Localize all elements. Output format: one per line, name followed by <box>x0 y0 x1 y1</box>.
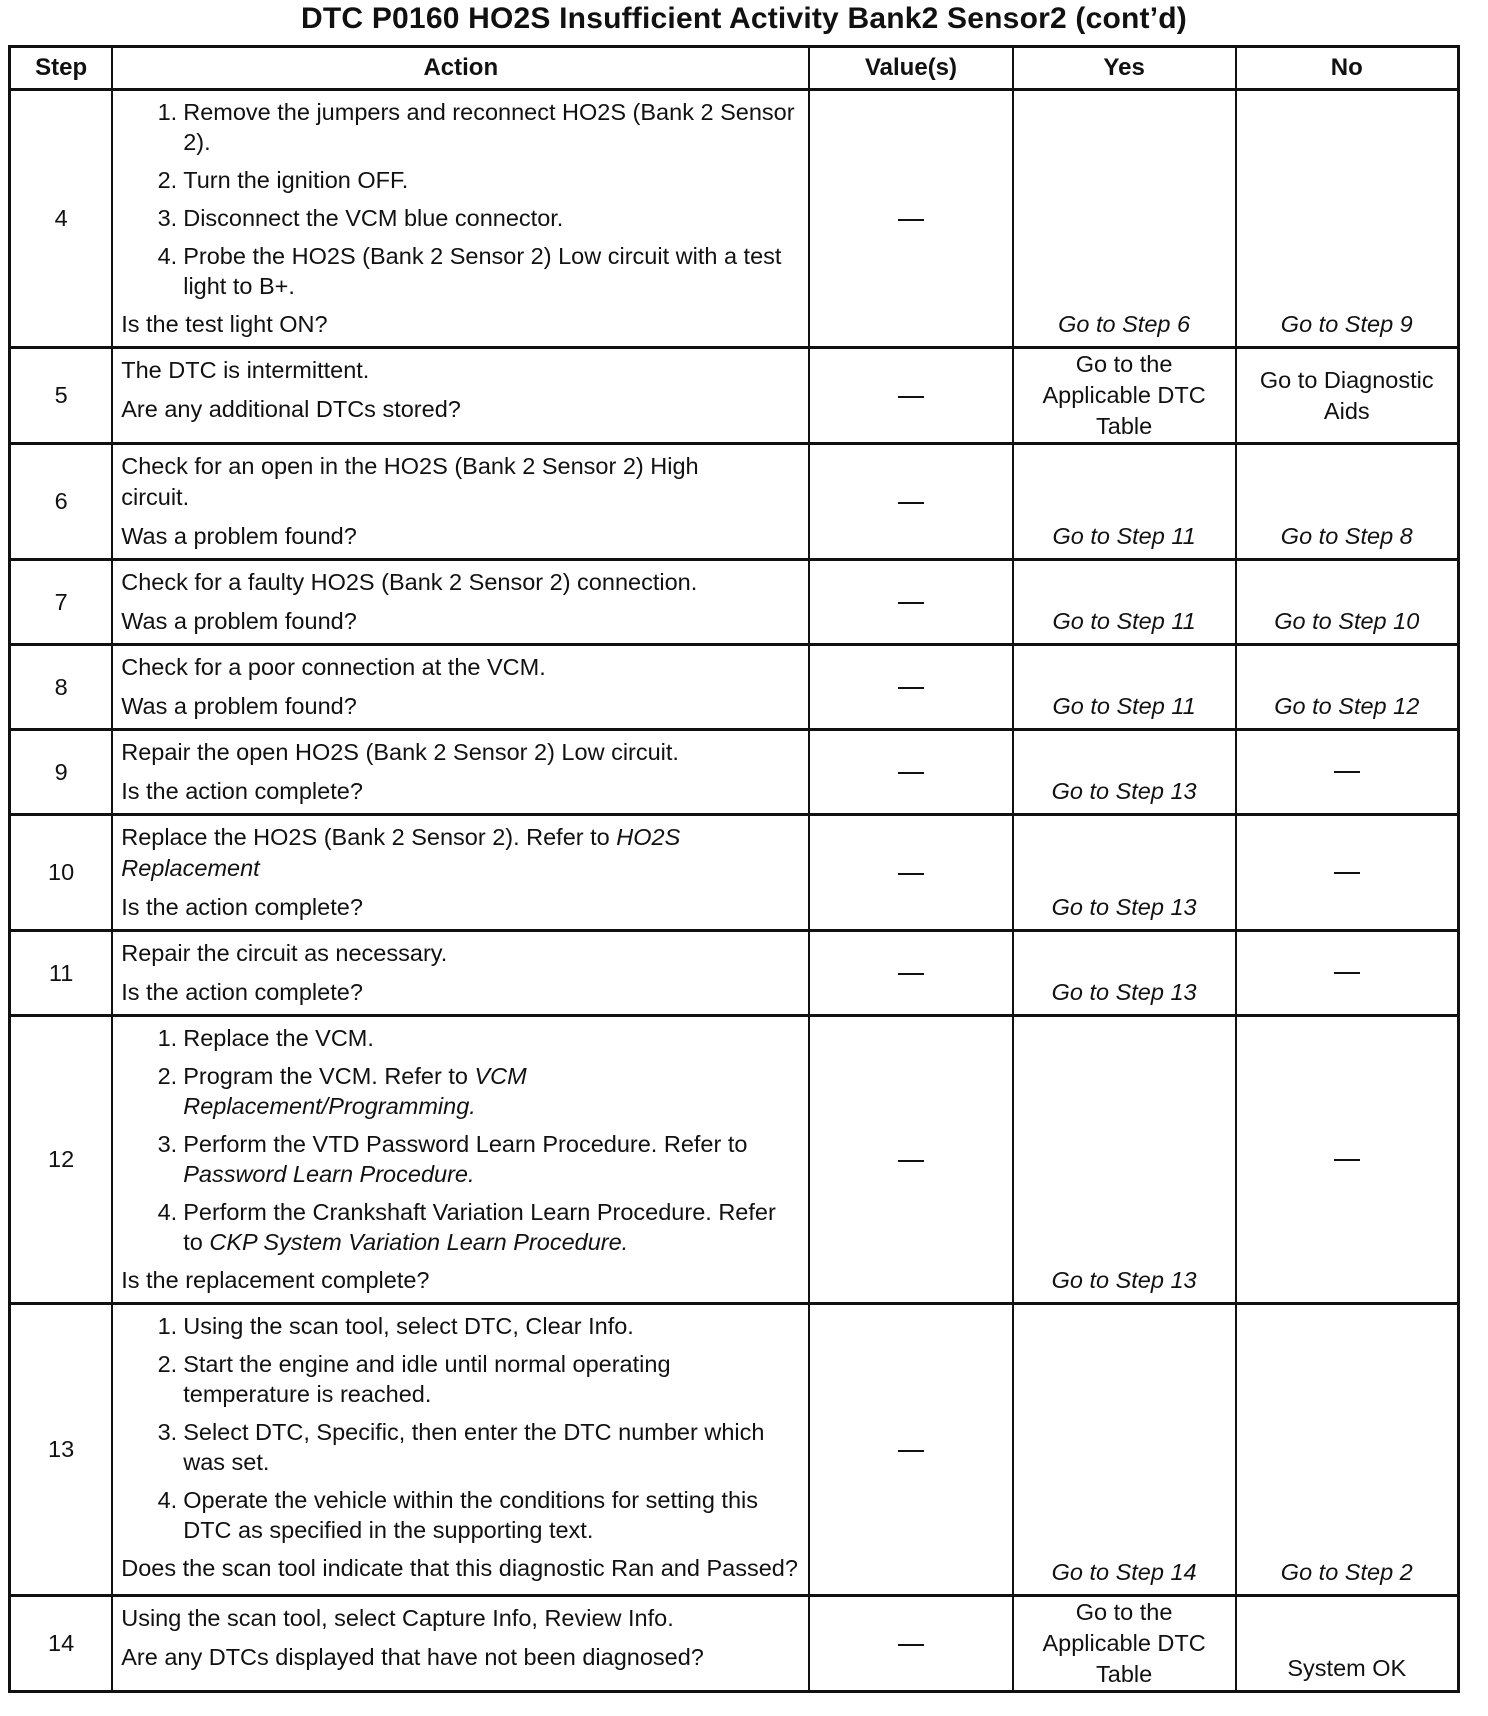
yes-cell: Go to the Applicable DTC Table <box>1013 1596 1236 1692</box>
value-cell <box>809 730 1012 815</box>
header-values: Value(s) <box>809 47 1012 90</box>
action-item: 4. Perform the Crankshaft Variation Learn Procedure. Refer to CKP System Variation Learn Procedure. <box>157 1199 776 1255</box>
dash-mark <box>898 1644 924 1646</box>
action-question: Are any DTCs displayed that have not been diagnosed? <box>121 1644 704 1670</box>
action-line: Using the scan tool, select Capture Info, Review Info. <box>121 1605 674 1631</box>
step-number: 8 <box>10 645 113 730</box>
dash-mark <box>898 873 924 875</box>
table-row <box>10 1016 1459 1304</box>
action-question: Is the action complete? <box>121 778 363 804</box>
table-row <box>10 1304 1459 1596</box>
action-item: 3. Select DTC, Specific, then enter the DTC number which was set. <box>157 1419 765 1475</box>
no-cell: Go to Step 12 <box>1236 645 1459 730</box>
action-cell <box>112 1304 809 1596</box>
table-row <box>10 730 1459 815</box>
yes-cell: Go to Step 11 <box>1013 560 1236 645</box>
action-question: Are any additional DTCs stored? <box>121 396 461 422</box>
action-cell <box>112 90 809 348</box>
value-cell <box>809 931 1012 1016</box>
header-no: No <box>1236 47 1459 90</box>
value-cell <box>809 1304 1012 1596</box>
action-cell <box>112 348 809 444</box>
action-cell <box>112 815 809 931</box>
yes-cell: Go to Step 13 <box>1013 815 1236 931</box>
action-item: 2. Turn the ignition OFF. <box>157 167 409 193</box>
yes-cell: Go to Step 13 <box>1013 931 1236 1016</box>
reference-link: HO2S Replacement <box>121 824 681 881</box>
step-number: 5 <box>10 348 113 444</box>
dash-mark <box>898 602 924 604</box>
action-cell <box>112 444 809 560</box>
dash-mark <box>898 687 924 689</box>
value-cell <box>809 645 1012 730</box>
no-cell: Go to Diagnostic Aids <box>1236 348 1459 444</box>
table-row <box>10 348 1459 444</box>
action-line: Check for a faulty HO2S (Bank 2 Sensor 2) connection. <box>121 569 698 595</box>
dash-mark <box>898 219 924 221</box>
no-cell <box>1236 730 1459 815</box>
action-line: Repair the open HO2S (Bank 2 Sensor 2) Low circuit. <box>121 739 679 765</box>
action-item: 1. Remove the jumpers and reconnect HO2S (Bank 2 Sensor 2). <box>157 99 795 155</box>
dash-mark <box>898 502 924 504</box>
table-row <box>10 815 1459 931</box>
value-cell <box>809 90 1012 348</box>
action-cell <box>112 730 809 815</box>
dash-mark <box>898 396 924 398</box>
dash-mark <box>898 1160 924 1162</box>
step-number: 4 <box>10 90 113 348</box>
action-cell <box>112 931 809 1016</box>
page-title: DTC P0160 HO2S Insufficient Activity Bank2 Sensor2 (cont’d) <box>301 2 1187 35</box>
step-number: 11 <box>10 931 113 1016</box>
action-question: Was a problem found? <box>121 608 357 634</box>
reference-link: VCM Replacement/Programming. <box>183 1063 527 1119</box>
step-number: 12 <box>10 1016 113 1304</box>
yes-cell: Go to Step 13 <box>1013 1016 1236 1304</box>
action-cell <box>112 1596 809 1692</box>
step-number: 6 <box>10 444 113 560</box>
action-item: 3. Perform the VTD Password Learn Procedure. Refer to Password Learn Procedure. <box>157 1131 748 1187</box>
action-question: Is the action complete? <box>121 894 363 920</box>
no-cell: System OK <box>1236 1596 1459 1692</box>
no-cell <box>1236 815 1459 931</box>
table-row <box>10 645 1459 730</box>
step-number: 7 <box>10 560 113 645</box>
yes-cell: Go to Step 14 <box>1013 1304 1236 1596</box>
value-cell <box>809 348 1012 444</box>
action-line: The DTC is intermittent. <box>121 357 370 383</box>
no-cell: Go to Step 2 <box>1236 1304 1459 1596</box>
value-cell <box>809 815 1012 931</box>
table-row <box>10 444 1459 560</box>
table-row <box>10 1596 1459 1692</box>
action-question: Does the scan tool indicate that this diagnostic Ran and Passed? <box>121 1555 798 1581</box>
no-cell <box>1236 1016 1459 1304</box>
action-item: 1. Using the scan tool, select DTC, Clear Info. <box>157 1313 634 1339</box>
yes-cell: Go to Step 13 <box>1013 730 1236 815</box>
step-number: 13 <box>10 1304 113 1596</box>
action-question: Is the action complete? <box>121 979 363 1005</box>
no-cell: Go to Step 10 <box>1236 560 1459 645</box>
action-question: Is the test light ON? <box>121 311 328 337</box>
action-question: Was a problem found? <box>121 523 357 549</box>
step-number: 10 <box>10 815 113 931</box>
dash-mark <box>898 1450 924 1452</box>
value-cell <box>809 1016 1012 1304</box>
action-item: 2. Program the VCM. Refer to VCM Replacement/Programming. <box>157 1063 527 1119</box>
yes-cell: Go to Step 6 <box>1013 90 1236 348</box>
header-step: Step <box>10 47 113 90</box>
table-row <box>10 90 1459 348</box>
step-number: 9 <box>10 730 113 815</box>
no-cell: Go to Step 8 <box>1236 444 1459 560</box>
no-cell: Go to Step 9 <box>1236 90 1459 348</box>
action-item: 4. Operate the vehicle within the conditions for setting this DTC as specified in the supporting text. <box>157 1487 758 1543</box>
no-cell <box>1236 931 1459 1016</box>
reference-link: Password Learn Procedure. <box>183 1161 475 1187</box>
action-cell <box>112 560 809 645</box>
dash-mark <box>1334 771 1360 773</box>
diagnostic-table <box>8 45 1460 1693</box>
value-cell <box>809 444 1012 560</box>
dash-mark <box>898 772 924 774</box>
action-item: 2. Start the engine and idle until normal operating temperature is reached. <box>157 1351 671 1407</box>
action-line: Replace the HO2S (Bank 2 Sensor 2). Refer to HO2S Replacement <box>121 824 681 881</box>
action-item: 1. Replace the VCM. <box>157 1025 374 1051</box>
action-cell <box>112 645 809 730</box>
action-line: Check for an open in the HO2S (Bank 2 Sensor 2) High circuit. <box>121 453 699 510</box>
yes-cell: Go to the Applicable DTC Table <box>1013 348 1236 444</box>
action-cell <box>112 1016 809 1304</box>
action-line: Check for a poor connection at the VCM. <box>121 654 546 680</box>
action-line: Repair the circuit as necessary. <box>121 940 448 966</box>
table-header-row <box>10 47 1459 90</box>
dash-mark <box>1334 972 1360 974</box>
table-row <box>10 560 1459 645</box>
reference-link: CKP System Variation Learn Procedure. <box>209 1229 629 1255</box>
step-number: 14 <box>10 1596 113 1692</box>
action-question: Is the replacement complete? <box>121 1267 430 1293</box>
table-row <box>10 931 1459 1016</box>
dash-mark <box>1334 1159 1360 1161</box>
value-cell <box>809 560 1012 645</box>
dash-mark <box>1334 872 1360 874</box>
action-item: 3. Disconnect the VCM blue connector. <box>157 205 564 231</box>
dash-mark <box>898 973 924 975</box>
value-cell <box>809 1596 1012 1692</box>
header-action: Action <box>112 47 809 90</box>
action-item: 4. Probe the HO2S (Bank 2 Sensor 2) Low circuit with a test light to B+. <box>157 243 782 299</box>
yes-cell: Go to Step 11 <box>1013 444 1236 560</box>
header-yes: Yes <box>1013 47 1236 90</box>
yes-cell: Go to Step 11 <box>1013 645 1236 730</box>
action-question: Was a problem found? <box>121 693 357 719</box>
